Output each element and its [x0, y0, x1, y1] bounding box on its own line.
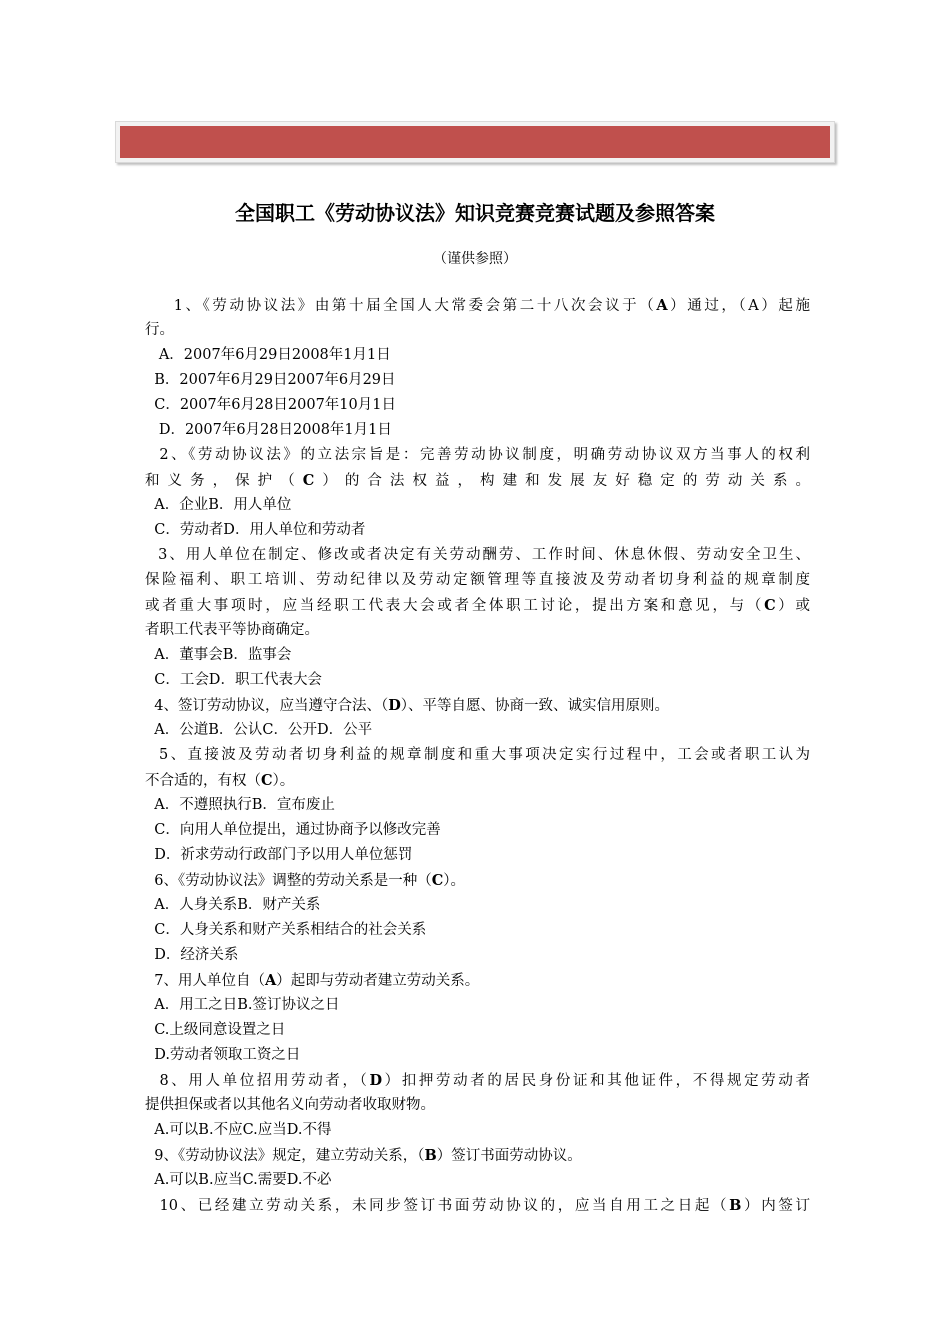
- text-segment: D.劳动者领取工资之日: [145, 1047, 301, 1063]
- text-line: [145, 1018, 810, 1043]
- text-segment: ）、平等自愿、协商一致、诚实信用原则。: [400, 698, 670, 714]
- text-line: [145, 493, 810, 518]
- text-segment: A.可以B.应当C.需要D.不必: [145, 1172, 332, 1188]
- text-line: [145, 693, 810, 718]
- text-segment: A．公道B．公认C．公开D．公平: [145, 722, 373, 738]
- text-segment: B．2007年6月29日2007年6月29日: [145, 372, 396, 388]
- text-segment: 3、用人单位在制定、修改或者决定有关劳动酬劳、工作时间、休息休假、劳动安全卫生、: [145, 547, 810, 563]
- text-segment: ）或: [775, 598, 810, 614]
- text-line: [145, 668, 810, 693]
- text-line: [145, 993, 810, 1018]
- text-line: [145, 868, 810, 893]
- text-line: [145, 543, 810, 568]
- text-line: [145, 643, 810, 668]
- text-segment: ）的合法权益，构建和发展友好稳定的劳动关系。: [314, 473, 810, 489]
- text-segment: C．向用人单位提出，通过协商予以修改完善: [145, 822, 441, 838]
- text-line: [145, 843, 810, 868]
- text-line: [145, 618, 810, 643]
- text-segment: C．工会D．职工代表大会: [145, 672, 322, 688]
- text-segment: D．祈求劳动行政部门予以用人单位惩罚: [145, 847, 413, 863]
- text-line: [145, 368, 810, 393]
- text-segment: 提供担保或者以其他名义向劳动者收取财物。: [145, 1097, 435, 1113]
- answer-letter: C: [431, 872, 444, 889]
- answer-letter: A: [656, 297, 668, 314]
- text-line: [145, 1168, 810, 1193]
- answer-letter: C: [261, 772, 273, 789]
- text-segment: C.上级同意设置之日: [145, 1022, 286, 1038]
- text-line: [145, 568, 810, 593]
- text-line: [145, 1143, 810, 1168]
- text-segment: C．人身关系和财产关系相结合的社会关系: [145, 922, 427, 938]
- text-line: [145, 793, 810, 818]
- text-line: [145, 518, 810, 543]
- text-segment: ）通过，（A）起施: [667, 298, 810, 314]
- text-segment: ）签订书面劳动协议。: [436, 1148, 582, 1164]
- text-segment: C．2007年6月28日2007年10月1日: [145, 397, 396, 413]
- text-line: [145, 293, 810, 318]
- text-line: [145, 718, 810, 743]
- text-segment: 7、用人单位自（: [145, 973, 265, 989]
- text-segment: 9、《劳动协议法》规定，建立劳动关系，（: [145, 1148, 425, 1164]
- text-segment: 1、《劳动协议法》由第十届全国人大常委会第二十八次会议于（: [145, 298, 657, 314]
- text-line: [145, 318, 810, 343]
- text-segment: A．人身关系B．财产关系: [145, 897, 321, 913]
- text-line: [145, 818, 810, 843]
- text-line: [145, 593, 810, 618]
- text-segment: 者职工代表平等协商确定。: [145, 622, 319, 638]
- text-segment: 不合适的，有权（: [145, 773, 261, 789]
- answer-letter: C: [764, 597, 776, 614]
- answer-letter: D: [388, 697, 401, 714]
- banner-bar: [120, 126, 830, 158]
- text-segment: A．董事会B．监事会: [145, 647, 292, 663]
- document-body: [145, 293, 810, 1218]
- text-line: [145, 768, 810, 793]
- text-segment: ）扣押劳动者的居民身份证和其他证件，不得规定劳动者: [382, 1073, 810, 1089]
- text-segment: 2、《劳动协议法》的立法宗旨是：完善劳动协议制度，明确劳动协议双方当事人的权利: [145, 447, 810, 463]
- text-line: [145, 1118, 810, 1143]
- text-segment: 10、已经建立劳动关系，未同步签订书面劳动协议的，应当自用工之日起（: [145, 1198, 730, 1214]
- text-segment: ）起即与劳动者建立劳动关系。: [276, 973, 480, 989]
- text-line: [145, 1068, 810, 1093]
- text-segment: A．用工之日B.签订协议之日: [145, 997, 340, 1013]
- decorative-banner: [115, 121, 835, 163]
- text-segment: D．2007年6月28日2008年1月1日: [145, 422, 392, 438]
- text-segment: A．不遵照执行B．宣布废止: [145, 797, 335, 813]
- text-line: [145, 1193, 810, 1218]
- page-subtitle: （谨供参照）: [433, 251, 517, 267]
- text-segment: 5、直接波及劳动者切身利益的规章制度和重大事项决定实行过程中，工会或者职工认为: [145, 747, 810, 763]
- text-line: [145, 968, 810, 993]
- text-line: [145, 743, 810, 768]
- answer-letter: D: [369, 1072, 383, 1089]
- text-line: [145, 1093, 810, 1118]
- text-line: [145, 468, 810, 493]
- text-segment: C．劳动者D．用人单位和劳动者: [145, 522, 366, 538]
- text-line: [145, 343, 810, 368]
- text-segment: ）。: [443, 873, 465, 889]
- text-line: [145, 393, 810, 418]
- answer-letter: B: [424, 1147, 437, 1164]
- text-line: [145, 443, 810, 468]
- text-segment: ）内签订: [741, 1198, 810, 1214]
- text-line: [145, 893, 810, 918]
- text-segment: 保险福利、职工培训、劳动纪律以及劳动定额管理等直接波及劳动者切身利益的规章制度: [145, 572, 810, 588]
- text-segment: 行。: [145, 322, 174, 338]
- text-line: [145, 418, 810, 443]
- text-segment: A．2007年6月29日2008年1月1日: [145, 347, 391, 363]
- text-segment: 或者重大事项时，应当经职工代表大会或者全体职工讨论，提出方案和意见，与（: [145, 598, 765, 614]
- page-title: 全国职工《劳动协议法》知识竞赛竞赛试题及参照答案: [235, 201, 715, 225]
- text-line: [145, 918, 810, 943]
- text-line: [145, 1043, 810, 1068]
- answer-letter: C: [302, 472, 315, 489]
- answer-letter: A: [264, 972, 277, 989]
- text-segment: D．经济关系: [145, 947, 239, 963]
- text-segment: A．企业B．用人单位: [145, 497, 292, 513]
- text-segment: 6、《劳动协议法》调整的劳动关系是一种（: [145, 873, 432, 889]
- text-segment: 和义务，保护（: [145, 473, 303, 489]
- text-segment: ）。: [272, 773, 295, 789]
- answer-letter: B: [729, 1197, 742, 1214]
- text-line: [145, 943, 810, 968]
- text-segment: 8、用人单位招用劳动者，（: [145, 1073, 370, 1089]
- text-segment: A.可以B.不应C.应当D.不得: [145, 1122, 332, 1138]
- text-segment: 4、签订劳动协议，应当遵守合法、（: [145, 698, 389, 714]
